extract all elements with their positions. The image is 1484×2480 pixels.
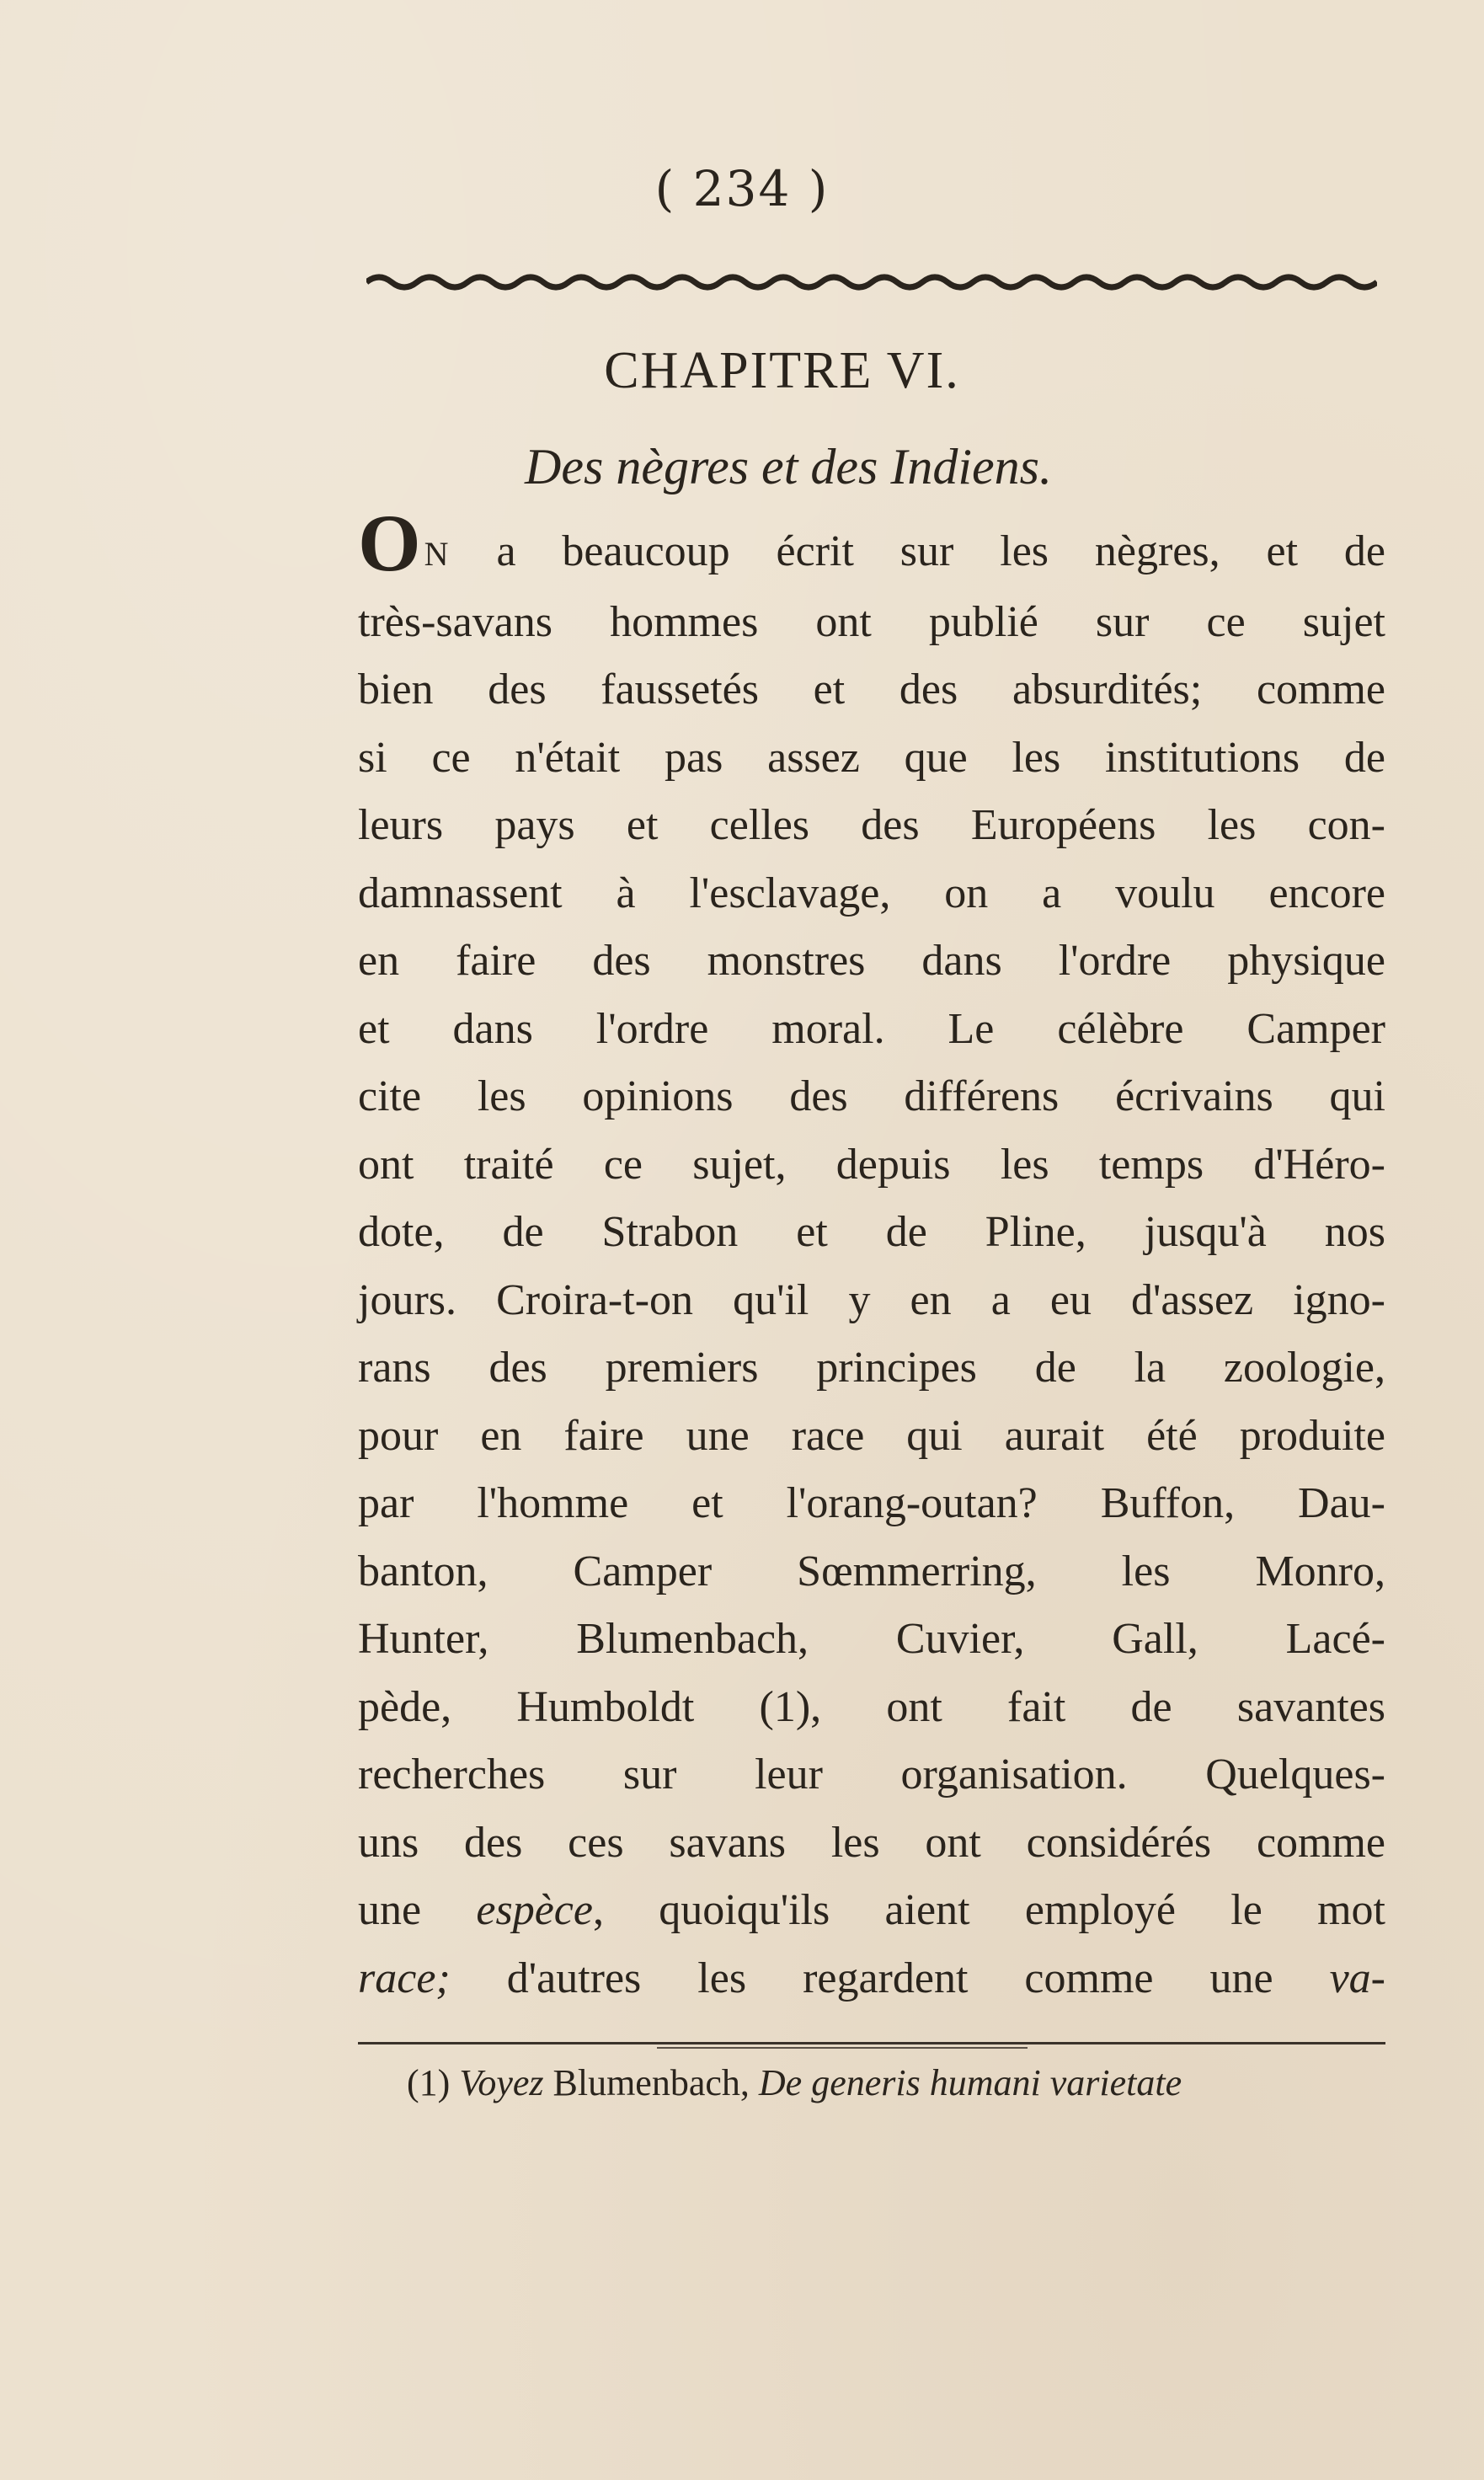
text-line: en faire des monstres dans l'ordre physique xyxy=(358,937,1385,985)
text-line: uns des ces savans les ont considérés comme xyxy=(358,1818,1385,1867)
footnote-marker: (1) xyxy=(407,2062,460,2103)
text-line: bien des faussetés et des absurdités; comme xyxy=(358,665,1385,714)
ornament-divider xyxy=(366,270,1377,295)
text-segment: une xyxy=(358,1886,477,1934)
text-segment: , quoiqu'ils aient employé le mot xyxy=(592,1886,1385,1934)
text-line: dote, de Strabon et de Pline, jusqu'à nos xyxy=(358,1208,1385,1256)
drop-cap: O xyxy=(358,498,421,588)
text-line xyxy=(358,1945,1385,2013)
text-line: si ce n'était pas assez que les institutions de xyxy=(358,733,1385,782)
chapter-title: CHAPITRE VI. xyxy=(604,342,960,399)
body-text xyxy=(358,498,1385,2012)
text-line: par l'homme et l'orang-outan? Buffon, Dau- xyxy=(358,1479,1385,1527)
footnote-italic: Voyez xyxy=(459,2062,544,2103)
italic-word: espèce xyxy=(476,1886,593,1934)
text-segment: d'autres les regardent comme une xyxy=(450,1954,1330,2002)
text-line-content: a beaucoup écrit sur les nègres, et de xyxy=(450,527,1385,575)
footnote xyxy=(407,2054,1385,2113)
footnote-italic-title: De generis humani varietate xyxy=(758,2062,1182,2103)
text-line xyxy=(358,498,1385,589)
italic-word: va- xyxy=(1329,1954,1385,2002)
footnote-text: Blumenbach, xyxy=(543,2062,759,2103)
text-line: et dans l'ordre moral. Le célèbre Camper xyxy=(358,1004,1385,1053)
text-line: cite les opinions des différens écrivains qui xyxy=(358,1072,1385,1120)
footnote-rule-secondary xyxy=(657,2047,1028,2049)
text-line: recherches sur leur organisation. Quelques- xyxy=(358,1750,1385,1799)
chapter-subtitle: Des nègres et des Indiens. xyxy=(525,439,1052,494)
text-line: très-savans hommes ont publié sur ce sujet xyxy=(358,597,1385,646)
text-line: damnassent à l'esclavage, on a voulu encore xyxy=(358,869,1385,917)
page-number: ( 234 ) xyxy=(654,160,830,217)
text-line: leurs pays et celles des Européens les con- xyxy=(358,801,1385,849)
text-line: ont traité ce sujet, depuis les temps d'Héro- xyxy=(358,1140,1385,1189)
footnote-rule xyxy=(358,2042,1385,2044)
text-line: banton, Camper Sœmmerring, les Monro, xyxy=(358,1547,1385,1595)
text-line: rans des premiers principes de la zoologie, xyxy=(358,1344,1385,1392)
text-line: pour en faire une race qui aurait été produite xyxy=(358,1411,1385,1460)
text-line xyxy=(358,1877,1385,1945)
text-line: jours. Croira-t-on qu'il y en a eu d'assez igno- xyxy=(358,1275,1385,1324)
italic-word: race; xyxy=(358,1954,451,2002)
small-cap: N xyxy=(424,535,451,573)
text-line: Hunter, Blumenbach, Cuvier, Gall, Lacé- xyxy=(358,1615,1385,1663)
text-line: pède, Humboldt (1), ont fait de savantes xyxy=(358,1682,1385,1731)
